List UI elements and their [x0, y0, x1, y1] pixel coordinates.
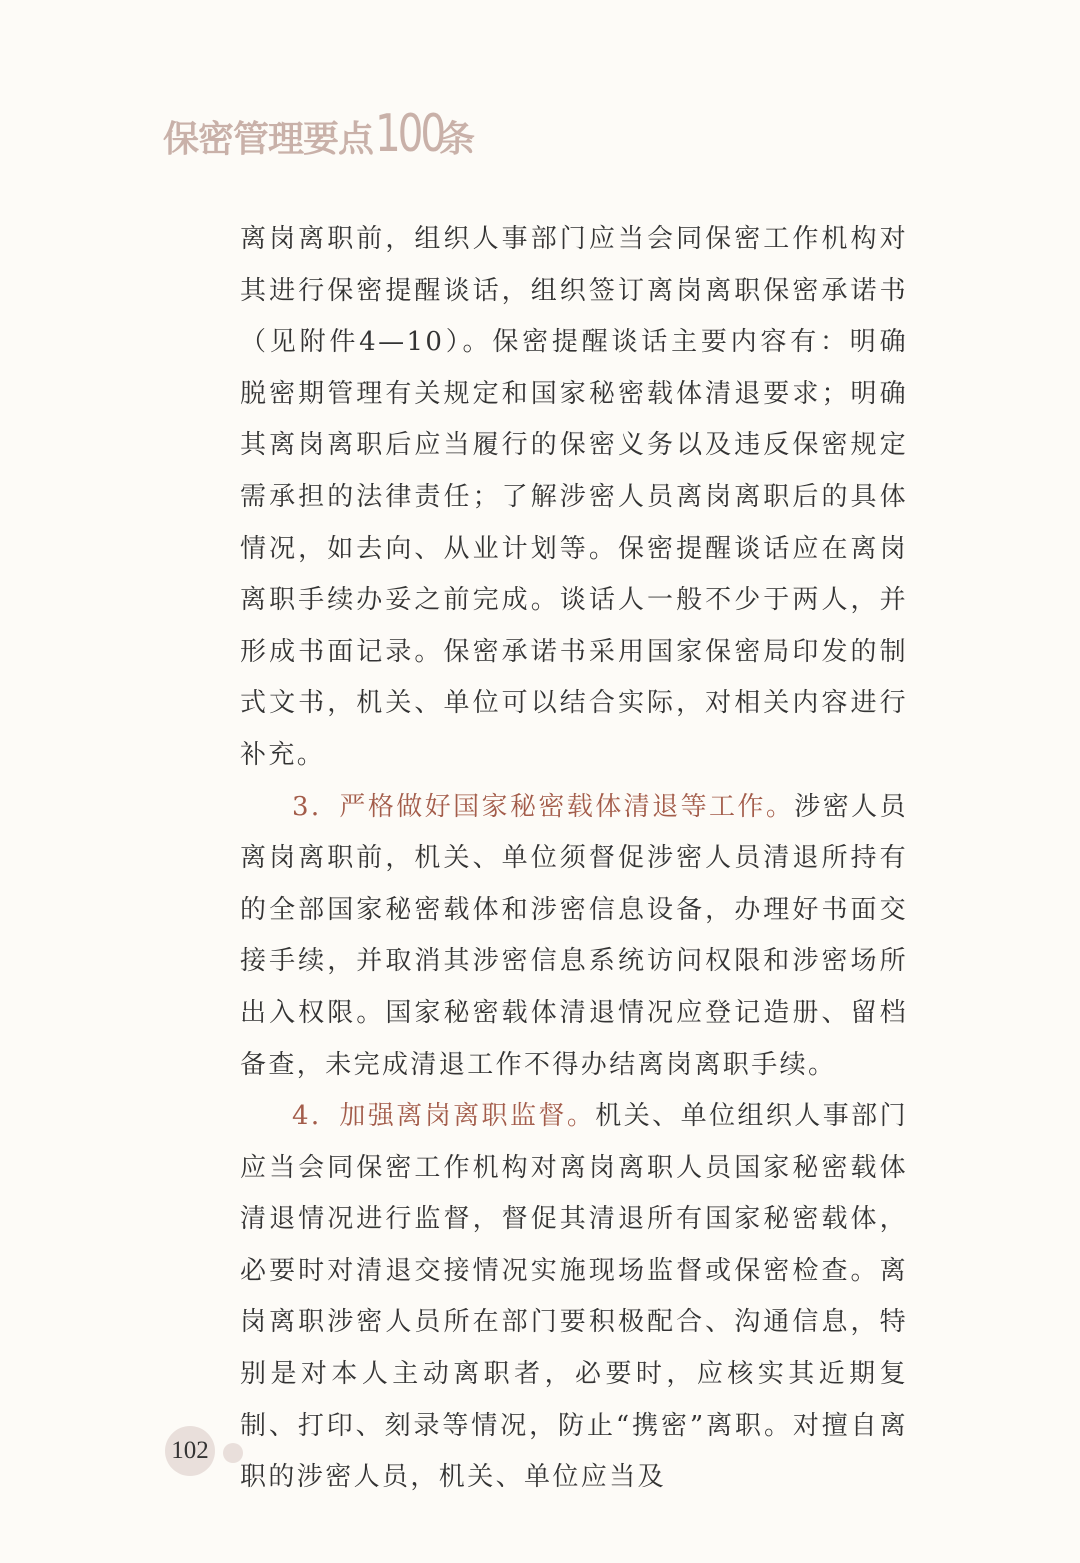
header-title-prefix: 保密管理要点 — [163, 119, 374, 160]
paragraph-continuation — [240, 214, 908, 782]
paragraph-section-3 — [240, 782, 908, 1092]
section-heading-4: 4．加强离岗离职监督。 — [292, 1101, 596, 1132]
paragraph-section-4 — [240, 1091, 908, 1504]
running-header — [163, 104, 474, 164]
header-title-number: 100 — [375, 104, 444, 164]
paragraph-text: 涉密人员离岗离职前，机关、单位须督促涉密人员清退所持有的全部国家秘密载体和涉密信息设备，办理好书面交接手续，并取消其涉密信息系统访问权限和涉密场所出入权限。国家秘密载体清退情况应登记造册、留档备查，未完成清退工作不得办结离岗离职手续。 — [240, 791, 908, 1080]
header-title-suffix: 条 — [439, 119, 475, 160]
paragraph-text: 机关、单位组织人事部门应当会同保密工作机构对离岗离职人员国家秘密载体清退情况进行监督，督促其清退所有国家秘密载体，必要时对清退交接情况实施现场监督或保密检查。离岗离职涉密人员所在部门要积极配合、沟通信息，特别是对本人主动离职者，必要时，应核实其近期复制、打印、刻录等情况，防止“携密”离职。对擅自离职的涉密人员，机关、单位应当及 — [240, 1101, 908, 1493]
paragraph-text: 离岗离职前，组织人事部门应当会同保密工作机构对其进行保密提醒谈话，组织签订离岗离职保密承诺书（见附件4—10）。保密提醒谈话主要内容有：明确脱密期管理有关规定和国家秘密载体清退要求；明确其离岗离职后应当履行的保密义务以及违反保密规定需承担的法律责任；了解涉密人员离岗离职后的具体情况，如去向、从业计划等。保密提醒谈话应在离岗离职手续办妥之前完成。谈话人一般不少于两人，并形成书面记录。保密承诺书采用国家保密局印发的制式文书，机关、单位可以结合实际，对相关内容进行补充。 — [240, 224, 908, 770]
section-heading-3: 3．严格做好国家秘密载体清退等工作。 — [292, 791, 795, 822]
body-text — [240, 214, 908, 1504]
page-number: 102 — [165, 1426, 215, 1476]
page-number-dot — [223, 1443, 243, 1463]
